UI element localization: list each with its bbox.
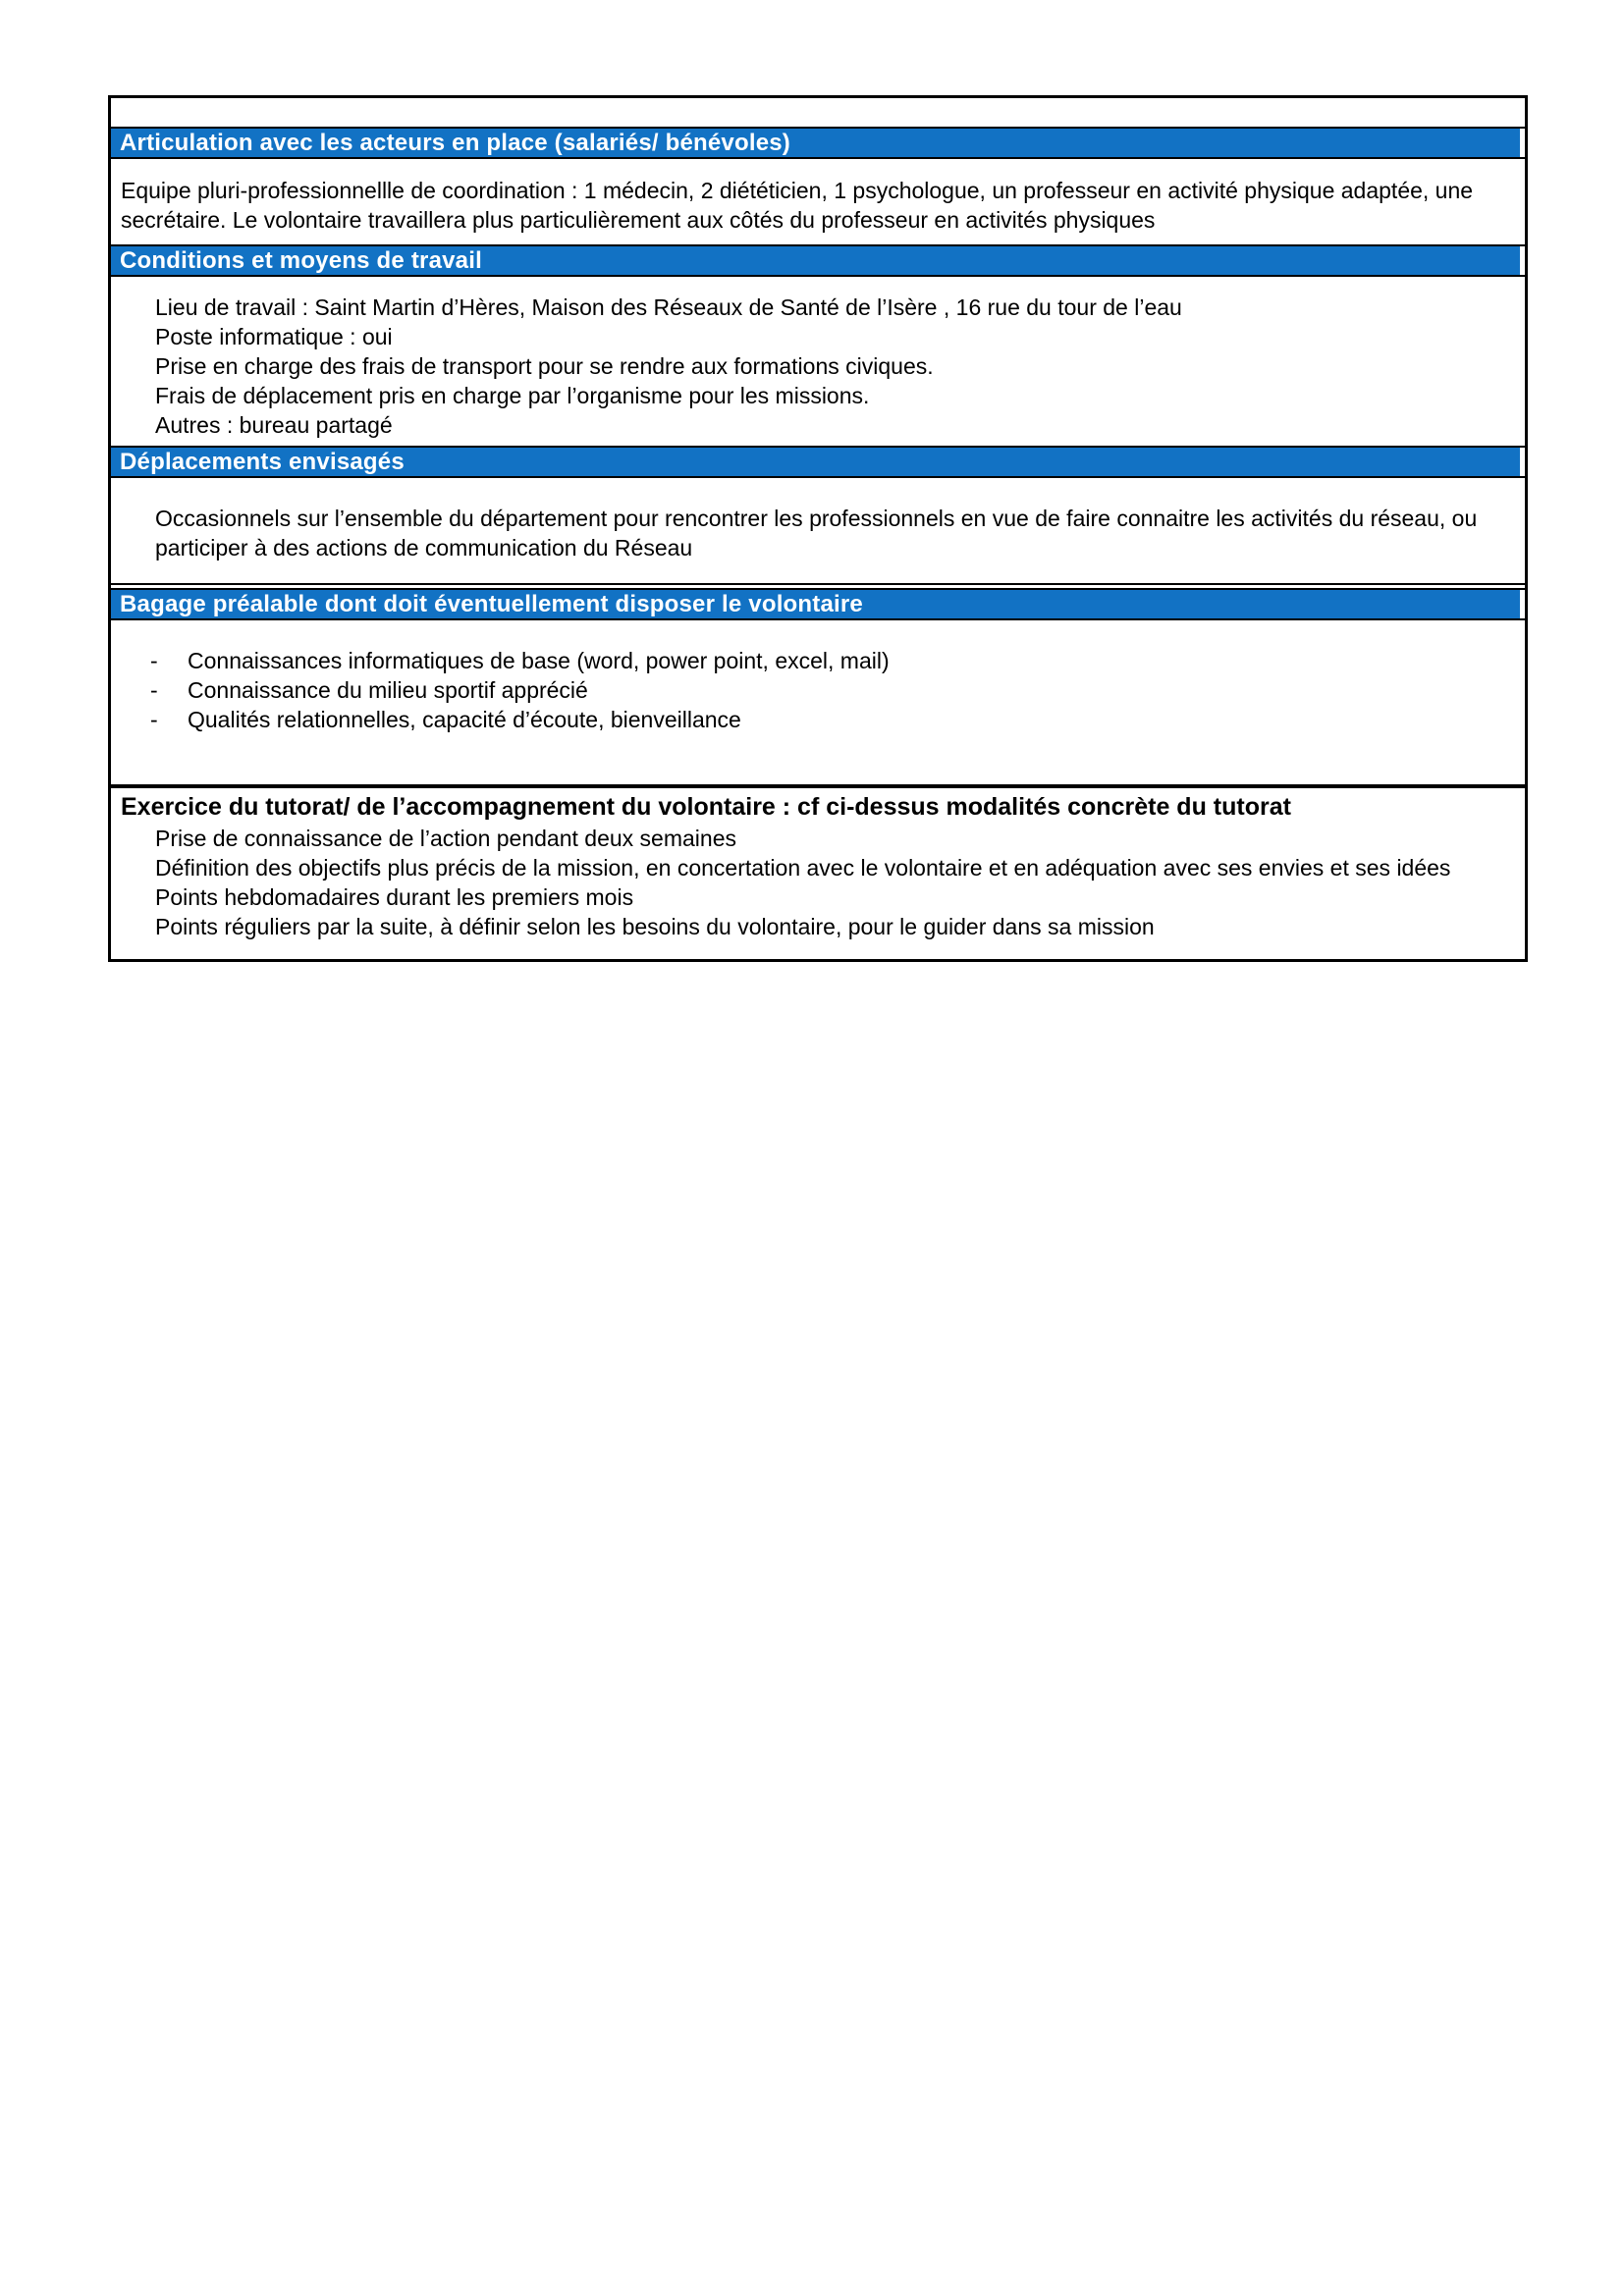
section-header-deplacements — [111, 446, 1525, 478]
bagage-bullet-item — [111, 675, 1515, 705]
section-title-deplacements: Déplacements envisagés — [120, 448, 405, 475]
section-title-conditions: Conditions et moyens de travail — [120, 246, 482, 274]
bullet-dash-marker: - — [150, 677, 158, 703]
bullet-dash-marker: - — [150, 648, 158, 673]
tutorat-title: Exercice du tutorat/ de l’accompagnement du volontaire : cf ci-dessus modalités concrète du tutorat — [121, 793, 1291, 821]
bullet-text: Qualités relationnelles, capacité d’écoute, bienveillance — [188, 707, 741, 732]
section-title-articulation: Articulation avec les acteurs en place (salariés/ bénévoles) — [120, 129, 790, 156]
section-header-articulation — [111, 127, 1525, 159]
articulation-paragraph: Equipe pluri-professionnellle de coordination : 1 médecin, 2 diététicien, 1 psychologue, un professeur en activité physique adaptée, une secrétaire. Le volontaire travaillera plus particulièrement aux côtés du professeur en activités physiques — [121, 178, 1474, 233]
tutorat-line: Points hebdomadaires durant les premiers mois — [155, 884, 634, 910]
bullet-text: Connaissances informatiques de base (word, power point, excel, mail) — [188, 648, 890, 673]
condition-line: Autres : bureau partagé — [155, 412, 393, 438]
section-title-bagage: Bagage préalable dont doit éventuellement disposer le volontaire — [120, 590, 863, 617]
deplacements-paragraph: Occasionnels sur l’ensemble du département pour rencontrer les professionnels en vue de faire connaitre les activités du réseau, ou participer à des actions de communication du Réseau — [155, 506, 1478, 561]
bagage-bullet-item — [111, 646, 1515, 675]
section-body-deplacements — [111, 478, 1525, 585]
bagage-bullet-item — [111, 705, 1515, 734]
tutorat-line: Définition des objectifs plus précis de la mission, en concertation avec le volontaire et en adéquation avec ses envies et ses idées — [155, 855, 1451, 881]
bullet-text: Connaissance du milieu sportif apprécié — [188, 677, 588, 703]
condition-line: Poste informatique : oui — [155, 324, 393, 349]
section-header-bagage — [111, 588, 1525, 620]
condition-line: Frais de déplacement pris en charge par l’organisme pour les missions. — [155, 383, 870, 408]
section-body-conditions — [111, 277, 1525, 446]
bullet-dash-marker: - — [150, 707, 158, 732]
mission-description-table — [108, 95, 1528, 962]
empty-top-row — [111, 98, 1525, 127]
section-tutorat — [111, 784, 1525, 959]
section-body-articulation — [111, 159, 1525, 244]
section-header-conditions — [111, 244, 1525, 277]
condition-line: Lieu de travail : Saint Martin d’Hères, Maison des Réseaux de Santé de l’Isère , 16 rue du tour de l’eau — [155, 294, 1182, 320]
condition-line: Prise en charge des frais de transport pour se rendre aux formations civiques. — [155, 353, 934, 379]
tutorat-line: Points réguliers par la suite, à définir selon les besoins du volontaire, pour le guider dans sa mission — [155, 914, 1155, 939]
section-body-bagage — [111, 620, 1525, 784]
tutorat-line: Prise de connaissance de l’action pendant deux semaines — [155, 826, 736, 851]
